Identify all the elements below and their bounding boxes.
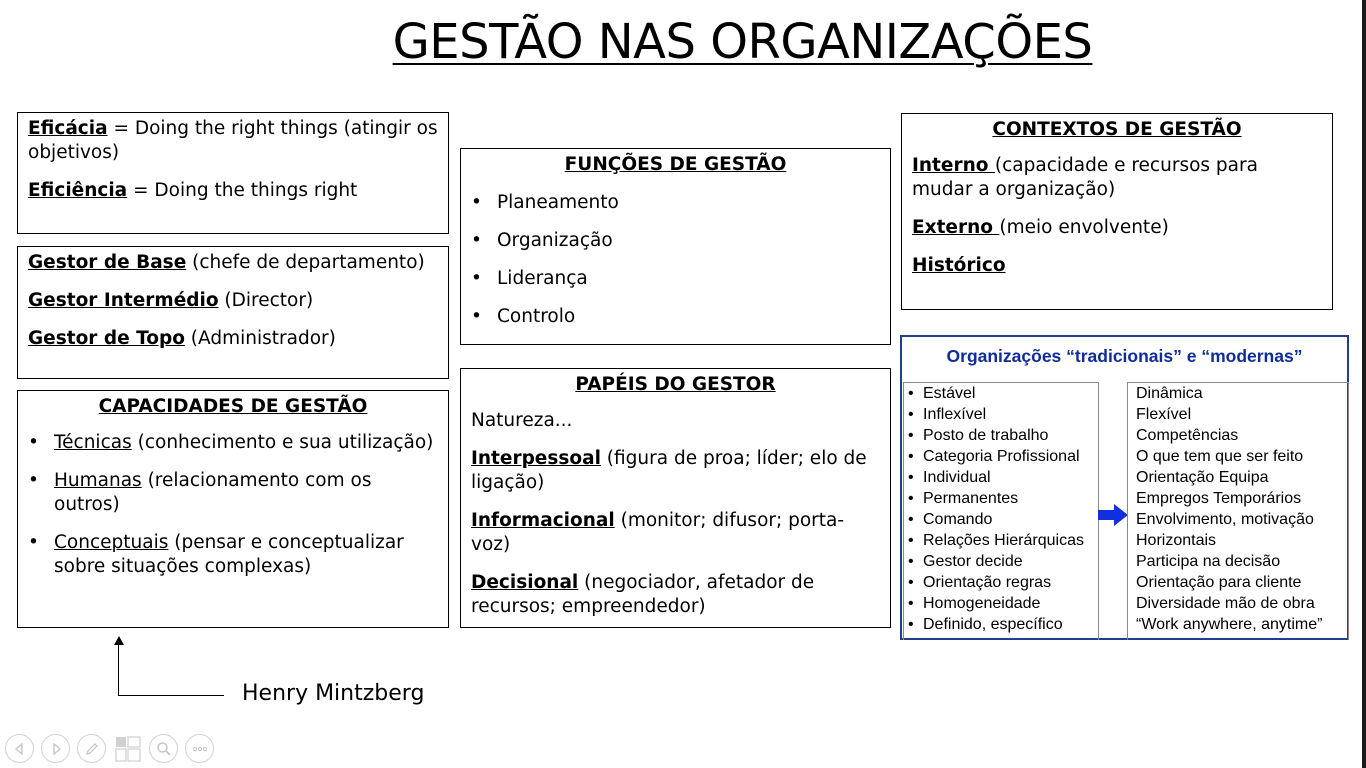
role-term: Interpessoal xyxy=(471,448,601,469)
list-item: Horizontais xyxy=(1136,532,1217,549)
list-item xyxy=(28,469,438,517)
slide-title: GESTÃO NAS ORGANIZAÇÕES xyxy=(392,14,1093,70)
list-item: • Comando xyxy=(904,509,1098,530)
eficiencia-term: Eficiência xyxy=(28,180,128,201)
eficacia-term: Eficácia xyxy=(28,118,108,139)
list-item: O que tem que ser feito xyxy=(1136,448,1304,465)
capacities-heading: CAPACIDADES DE GESTÃO xyxy=(98,396,368,417)
capacity-desc: (pensar e conceptualizar sobre situações complexas) xyxy=(54,532,404,577)
modern-column xyxy=(1127,382,1349,640)
role-desc: (monitor; difusor; porta-voz) xyxy=(471,510,845,555)
list-item: • Organização xyxy=(471,229,880,253)
list-item: • Controlo xyxy=(471,305,880,329)
list-item xyxy=(28,531,438,579)
eficacia-line xyxy=(28,117,438,165)
next-icon xyxy=(50,743,62,755)
roles-heading: PAPÉIS DO GESTOR xyxy=(575,374,776,395)
list-item: Flexível xyxy=(1136,406,1192,423)
traditional-list xyxy=(904,383,1098,635)
list-item: • Definido, específico xyxy=(904,614,1098,635)
list-item: Dinâmica xyxy=(1136,385,1203,402)
list-item: • Posto de trabalho xyxy=(904,425,1098,446)
manager-term: Gestor Intermédio xyxy=(28,290,219,311)
context-item xyxy=(912,216,1322,240)
role-item xyxy=(471,509,880,557)
capacity-term: Humanas xyxy=(54,470,142,491)
list-item: • Categoria Profissional xyxy=(904,446,1098,467)
list-item: • Orientação regras xyxy=(904,572,1098,593)
capacity-desc: (relacionamento com os outros) xyxy=(54,470,372,515)
managers-box xyxy=(17,246,449,379)
right-arrow-icon xyxy=(1098,504,1128,526)
modern-list xyxy=(1128,383,1348,635)
context-term: Externo xyxy=(912,217,1000,238)
manager-term: Gestor de Topo xyxy=(28,328,185,349)
list-item: “Work anywhere, anytime” xyxy=(1136,616,1323,633)
arrow-shape xyxy=(1098,504,1128,526)
previous-icon xyxy=(14,743,26,755)
list-item: • Estável xyxy=(904,383,1098,404)
roles-box xyxy=(460,368,891,628)
manager-desc: (chefe de departamento) xyxy=(186,252,425,273)
list-item: • Homogeneidade xyxy=(904,593,1098,614)
comparison-title: Organizações “tradicionais” e “modernas” xyxy=(946,346,1303,366)
connector-line-horizontal xyxy=(118,695,224,696)
pen-button[interactable] xyxy=(77,734,106,763)
pen-icon xyxy=(85,742,99,756)
traditional-column xyxy=(903,382,1099,640)
slides-icon xyxy=(115,736,141,762)
manager-item xyxy=(28,289,438,313)
context-desc: (meio envolvente) xyxy=(999,217,1169,238)
slide-edge xyxy=(1362,0,1366,768)
list-item: Diversidade mão de obra xyxy=(1136,595,1315,612)
more-button[interactable] xyxy=(185,734,214,763)
mintzberg-label: Henry Mintzberg xyxy=(242,681,425,706)
capacities-box xyxy=(17,390,449,628)
organizations-comparison-image xyxy=(900,335,1349,640)
context-item xyxy=(912,254,1322,278)
capacities-list xyxy=(28,431,438,579)
manager-desc: (Administrador) xyxy=(184,328,336,349)
functions-box xyxy=(460,148,891,345)
list-item: Envolvimento, motivação xyxy=(1136,511,1314,528)
list-item: Participa na decisão xyxy=(1136,553,1281,570)
capacity-term: Conceptuais xyxy=(54,532,169,553)
manager-item xyxy=(28,327,438,351)
list-item: • Liderança xyxy=(471,267,880,291)
list-item: Competências xyxy=(1136,427,1239,444)
list-item xyxy=(28,431,438,455)
roles-intro: Natureza... xyxy=(471,410,573,431)
contexts-box xyxy=(901,113,1333,310)
slideshow-toolbar xyxy=(5,734,214,763)
next-button[interactable] xyxy=(41,734,70,763)
role-desc: (negociador, afetador de recursos; empreendedor) xyxy=(471,572,815,617)
list-item: • Inflexível xyxy=(904,404,1098,425)
list-item: • Relações Hierárquicas xyxy=(904,530,1098,551)
list-item: Orientação para cliente xyxy=(1136,574,1302,591)
context-term: Histórico xyxy=(912,255,1006,276)
list-item: Orientação Equipa xyxy=(1136,469,1269,486)
role-item xyxy=(471,447,880,495)
eficiencia-line xyxy=(28,179,438,203)
functions-list xyxy=(471,191,880,329)
functions-heading: FUNÇÕES DE GESTÃO xyxy=(564,154,787,175)
eficacia-definition: = Doing the right things (atingir os objetivos) xyxy=(28,118,438,163)
role-item xyxy=(471,571,880,619)
list-item: • Gestor decide xyxy=(904,551,1098,572)
role-term: Decisional xyxy=(471,572,579,593)
capacity-term: Técnicas xyxy=(54,432,132,453)
zoom-button[interactable] xyxy=(149,734,178,763)
eficiencia-definition: = Doing the things right xyxy=(127,180,358,201)
role-desc: (figura de proa; líder; elo de ligação) xyxy=(471,448,867,493)
efficacy-box xyxy=(17,112,449,234)
zoom-icon xyxy=(156,741,172,757)
arrow-up-icon xyxy=(114,636,124,645)
connector-line-vertical xyxy=(118,642,119,696)
context-item xyxy=(912,154,1322,202)
contexts-heading: CONTEXTOS DE GESTÃO xyxy=(992,119,1242,140)
list-item: • Individual xyxy=(904,467,1098,488)
capacity-desc: (conhecimento e sua utilização) xyxy=(131,432,434,453)
context-desc: (capacidade e recursos para mudar a organização) xyxy=(912,155,1258,200)
slides-button[interactable] xyxy=(113,734,142,763)
list-item: • Planeamento xyxy=(471,191,880,215)
more-icon xyxy=(192,746,208,752)
list-item: • Permanentes xyxy=(904,488,1098,509)
manager-item xyxy=(28,251,438,275)
previous-button[interactable] xyxy=(5,734,34,763)
list-item: Empregos Temporários xyxy=(1136,490,1302,507)
context-term: Interno xyxy=(912,155,995,176)
manager-term: Gestor de Base xyxy=(28,252,187,273)
manager-desc: (Director) xyxy=(218,290,314,311)
role-term: Informacional xyxy=(471,510,615,531)
